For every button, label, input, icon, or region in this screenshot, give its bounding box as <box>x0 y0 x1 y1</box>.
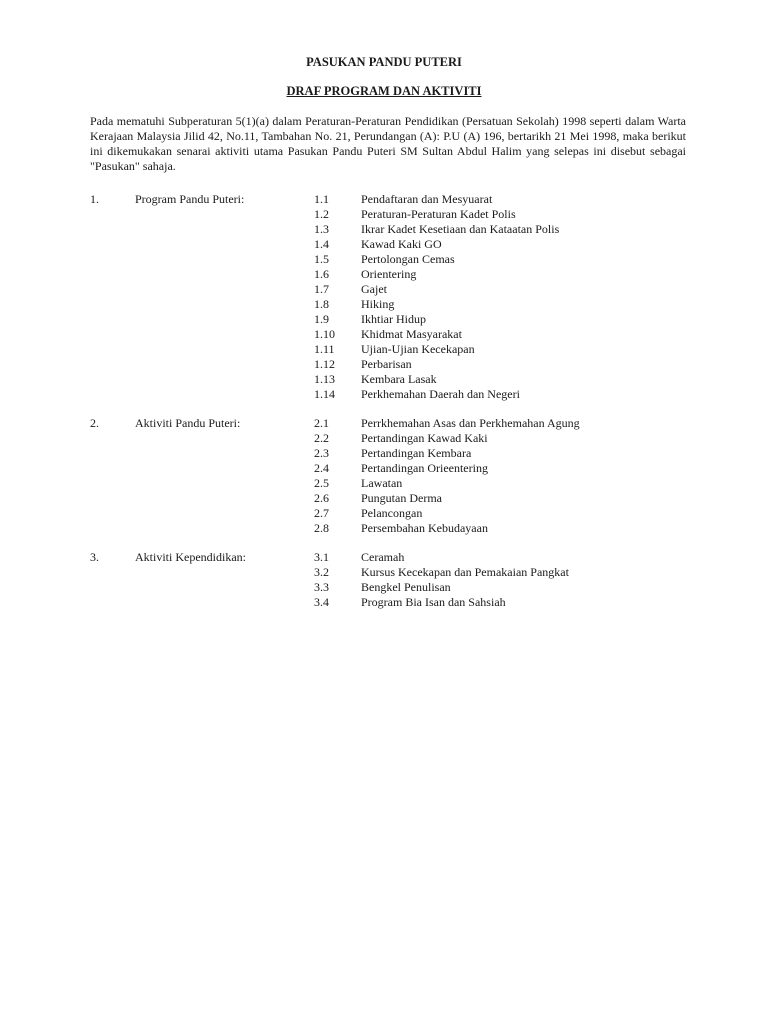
item-number: 1.4 <box>314 237 329 251</box>
list-item <box>314 237 714 252</box>
item-text: Kembara Lasak <box>361 372 437 386</box>
list-item <box>314 491 714 506</box>
item-text: Lawatan <box>361 476 403 490</box>
item-number: 1.13 <box>314 372 335 386</box>
list-item <box>314 580 714 595</box>
item-number: 2.6 <box>314 491 329 505</box>
item-number: 2.8 <box>314 521 329 535</box>
item-number: 3.4 <box>314 595 329 609</box>
item-text: Gajet <box>361 282 387 296</box>
list-item <box>314 357 714 372</box>
item-number: 1.8 <box>314 297 329 311</box>
item-text: Kursus Kecekapan dan Pemakaian Pangkat <box>361 565 569 579</box>
item-number: 1.7 <box>314 282 329 296</box>
item-text: Kawad Kaki GO <box>361 237 442 251</box>
list-item <box>314 446 714 461</box>
item-text: Pungutan Derma <box>361 491 442 505</box>
list-item <box>314 550 714 565</box>
item-text: Hiking <box>361 297 395 311</box>
list-item <box>314 506 714 521</box>
list-item <box>314 565 714 580</box>
list-item <box>314 431 714 446</box>
section-items <box>314 416 714 536</box>
item-text: Perrkhemahan Asas dan Perkhemahan Agung <box>361 416 580 430</box>
item-text: Ikhtiar Hidup <box>361 312 426 326</box>
section-number: 2. <box>90 416 99 430</box>
item-number: 1.9 <box>314 312 329 326</box>
item-number: 3.3 <box>314 580 329 594</box>
section-label: Aktiviti Pandu Puteri: <box>135 416 241 430</box>
section-label: Aktiviti Kependidikan: <box>135 550 246 564</box>
item-text: Orientering <box>361 267 417 281</box>
item-text: Perkhemahan Daerah dan Negeri <box>361 387 520 401</box>
item-text: Khidmat Masyarakat <box>361 327 462 341</box>
list-item <box>314 387 714 402</box>
item-number: 1.14 <box>314 387 335 401</box>
list-item <box>314 476 714 491</box>
item-text: Ceramah <box>361 550 405 564</box>
item-text: Ikrar Kadet Kesetiaan dan Kataatan Polis <box>361 222 560 236</box>
list-item <box>314 207 714 222</box>
list-item <box>314 192 714 207</box>
item-text: Perbarisan <box>361 357 412 371</box>
section-items <box>314 192 714 402</box>
item-number: 1.12 <box>314 357 335 371</box>
section-number: 1. <box>90 192 99 206</box>
section-label: Program Pandu Puteri: <box>135 192 245 206</box>
list-item <box>314 372 714 387</box>
item-number: 3.2 <box>314 565 329 579</box>
item-text: Pelancongan <box>361 506 423 520</box>
item-text: Pertandingan Kembara <box>361 446 472 460</box>
list-item <box>314 461 714 476</box>
item-text: Pertandingan Kawad Kaki <box>361 431 488 445</box>
item-text: Peraturan-Peraturan Kadet Polis <box>361 207 516 221</box>
item-number: 1.6 <box>314 267 329 281</box>
item-text: Pendaftaran dan Mesyuarat <box>361 192 493 206</box>
document-subtitle-text: DRAF PROGRAM DAN AKTIVITI <box>286 84 482 98</box>
list-item <box>314 595 714 610</box>
item-number: 2.3 <box>314 446 329 460</box>
item-number: 2.4 <box>314 461 329 475</box>
item-number: 2.2 <box>314 431 329 445</box>
item-number: 3.1 <box>314 550 329 564</box>
item-text: Program Bia Isan dan Sahsiah <box>361 595 506 609</box>
item-number: 1.3 <box>314 222 329 236</box>
item-number: 1.2 <box>314 207 329 221</box>
item-text: Pertolongan Cemas <box>361 252 455 266</box>
section-number: 3. <box>90 550 99 564</box>
document-subtitle <box>0 84 768 99</box>
item-text: Pertandingan Orieentering <box>361 461 488 475</box>
list-item <box>314 521 714 536</box>
item-number: 2.1 <box>314 416 329 430</box>
item-text: Persembahan Kebudayaan <box>361 521 488 535</box>
list-item <box>314 252 714 267</box>
item-number: 1.11 <box>314 342 335 356</box>
list-item <box>314 416 714 431</box>
list-item <box>314 282 714 297</box>
list-item <box>314 342 714 357</box>
item-number: 2.7 <box>314 506 329 520</box>
document-title: PASUKAN PANDU PUTERI <box>306 55 462 69</box>
list-item <box>314 312 714 327</box>
list-item <box>314 267 714 282</box>
item-number: 2.5 <box>314 476 329 490</box>
item-number: 1.10 <box>314 327 335 341</box>
list-item <box>314 297 714 312</box>
intro-paragraph: Pada mematuhi Subperaturan 5(1)(a) dalam Peraturan-Peraturan Pendidikan (Persatuan Sekolah) 1998 seperti dalam Warta Kerajaan Malaysia Jilid 42, No.11, Tambahan No. 21, Perundangan (A): P.U (A) 196, bertarikh 21 Mei 1998, maka berikut ini dikemukakan senarai aktiviti utama Pasukan Pandu Puteri SM Sultan Abdul Halim yang selepas ini disebut sebagai "Pasukan" sahaja. <box>90 114 686 173</box>
item-text: Bengkel Penulisan <box>361 580 451 594</box>
section-items <box>314 550 714 610</box>
list-item <box>314 222 714 237</box>
item-text: Ujian-Ujian Kecekapan <box>361 342 475 356</box>
list-item <box>314 327 714 342</box>
item-number: 1.1 <box>314 192 329 206</box>
item-number: 1.5 <box>314 252 329 266</box>
